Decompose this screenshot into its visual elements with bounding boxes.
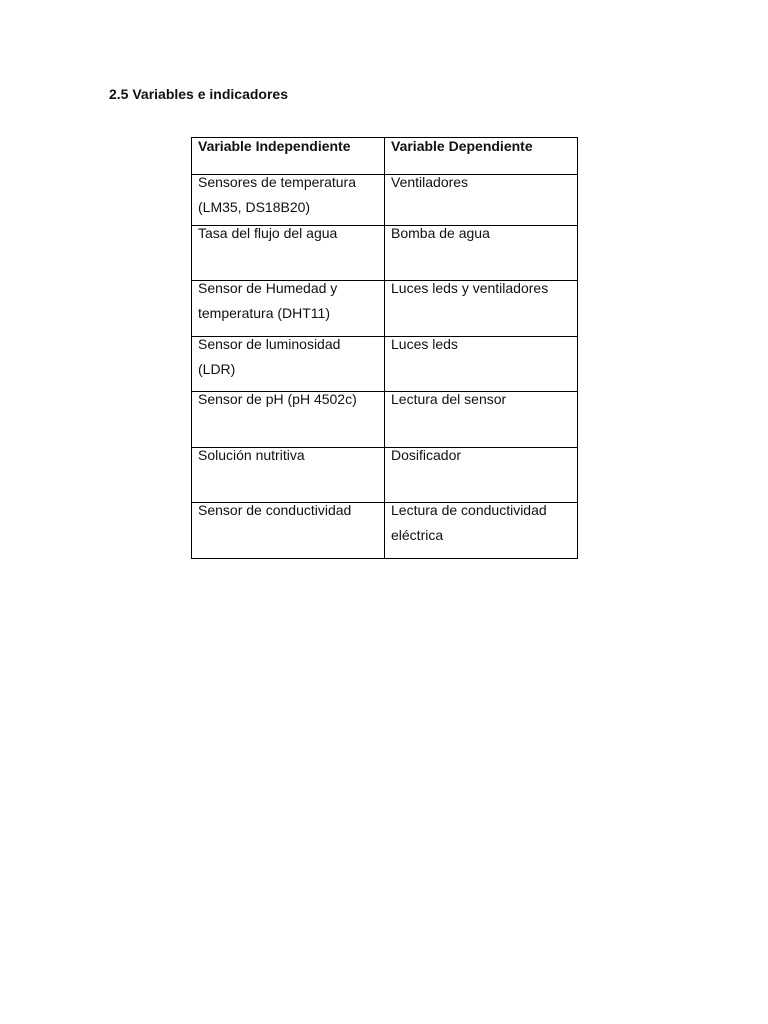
cell-text: Bomba de agua <box>391 225 490 241</box>
table-row <box>192 503 578 559</box>
cell-text: Sensores de temperatura (LM35, DS18B20) <box>198 174 356 215</box>
table-cell-dependent <box>385 337 578 392</box>
table-cell-dependent <box>385 503 578 559</box>
header-label: Variable Independiente <box>198 138 351 154</box>
cell-text: Sensor de Humedad y temperatura (DHT11) <box>198 280 338 321</box>
header-dependent-variable <box>385 138 578 175</box>
table-cell-independent <box>192 503 385 559</box>
table-cell-dependent <box>385 226 578 281</box>
cell-text: Luces leds <box>391 336 458 352</box>
table-cell-dependent <box>385 175 578 226</box>
table-cell-dependent <box>385 392 578 448</box>
table-cell-independent <box>192 175 385 226</box>
cell-text: Lectura de conductividad eléctrica <box>391 502 547 543</box>
table-cell-dependent <box>385 281 578 337</box>
cell-text: Tasa del flujo del agua <box>198 225 338 241</box>
section-heading: 2.5 Variables e indicadores <box>109 86 288 102</box>
table-row <box>192 392 578 448</box>
table-cell-independent <box>192 337 385 392</box>
cell-text: Sensor de luminosidad (LDR) <box>198 336 341 377</box>
cell-text: Solución nutritiva <box>198 447 305 463</box>
cell-text: Ventiladores <box>391 174 469 190</box>
table-cell-independent <box>192 226 385 281</box>
table-cell-independent <box>192 281 385 337</box>
cell-text: Luces leds y ventiladores <box>391 280 549 296</box>
table-header-row <box>192 138 578 175</box>
cell-text: Sensor de conductividad <box>198 502 352 518</box>
table-cell-dependent <box>385 448 578 503</box>
cell-text: Dosificador <box>391 447 462 463</box>
table-row <box>192 226 578 281</box>
table-cell-independent <box>192 392 385 448</box>
header-independent-variable <box>192 138 385 175</box>
table-cell-independent <box>192 448 385 503</box>
cell-text: Lectura del sensor <box>391 391 507 407</box>
variables-table <box>191 137 578 559</box>
table-row <box>192 175 578 226</box>
table-row <box>192 337 578 392</box>
table-row <box>192 448 578 503</box>
header-label: Variable Dependiente <box>391 138 533 154</box>
table-row <box>192 281 578 337</box>
cell-text: Sensor de pH (pH 4502c) <box>198 391 357 407</box>
